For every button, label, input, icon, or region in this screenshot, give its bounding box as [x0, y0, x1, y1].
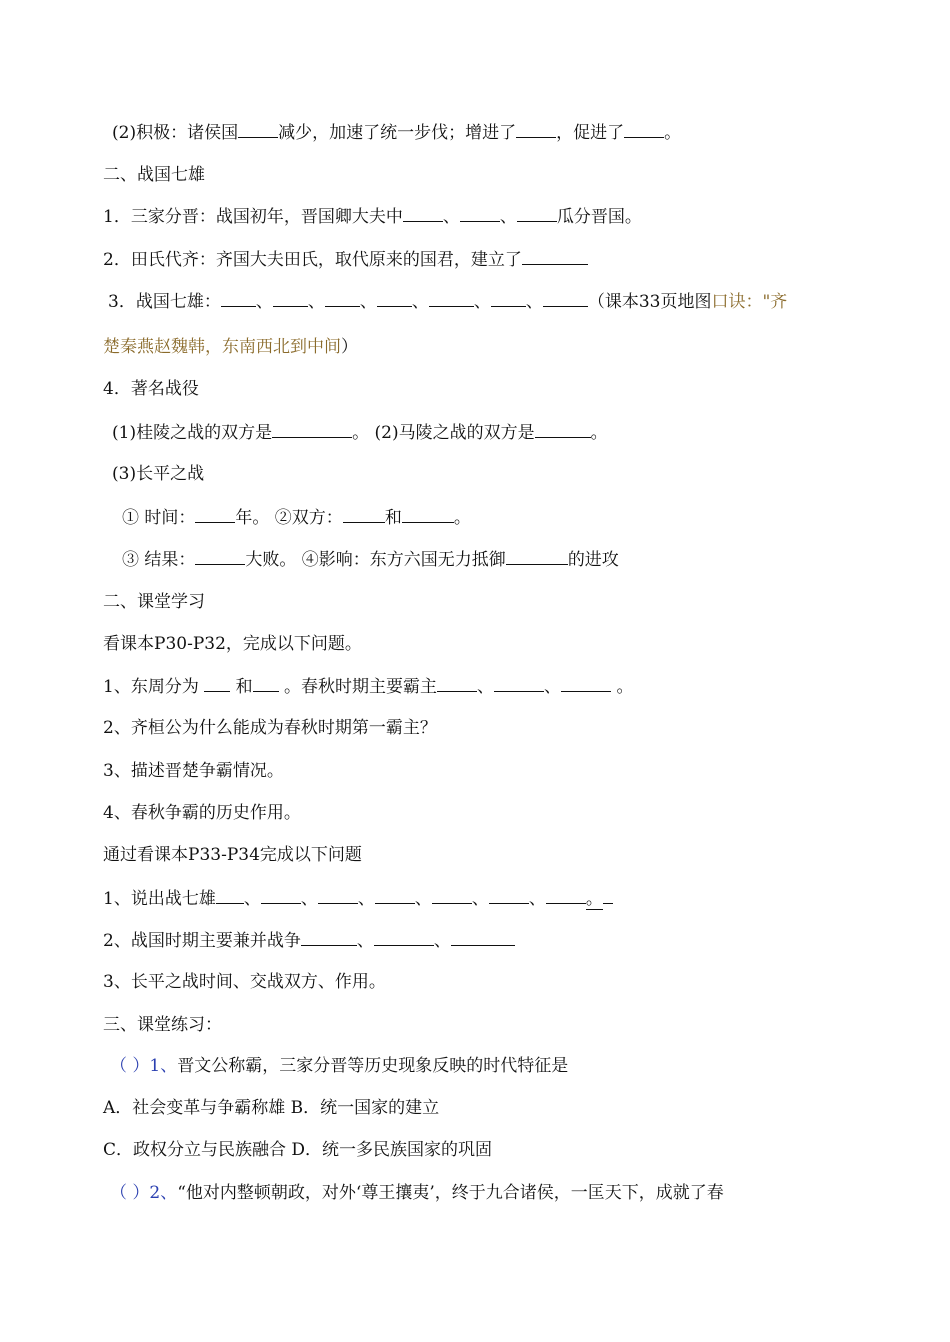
line-wars-question: [103, 929, 515, 952]
text: (1)桂陵之战的双方是: [112, 423, 273, 443]
text: 减少，加速了统一步伐；增进了: [278, 123, 517, 143]
blank: [318, 887, 358, 904]
section-heading: 二、课堂学习: [103, 592, 205, 612]
line-changping-result: [122, 548, 619, 571]
text: 和: [384, 508, 402, 528]
text: 年。 ②双方：: [235, 508, 343, 528]
line-three-families: [103, 205, 642, 228]
section-heading: 二、战国七雄: [103, 165, 205, 185]
text: A: [103, 1098, 116, 1118]
line-positive-effects: [112, 121, 681, 144]
text: 、: [442, 207, 460, 227]
blank: [494, 675, 544, 692]
blank: [301, 929, 357, 946]
blank: [403, 205, 443, 222]
text: 、: [300, 889, 318, 909]
line-tian-qi: [103, 248, 588, 271]
blank: [624, 121, 664, 138]
text: 、: [473, 292, 491, 312]
exercise-2: [110, 1182, 724, 1204]
blank: [216, 887, 244, 904]
question-text: “他对内整顿朝政，对外‘尊王攘夷’，终于九合诸侯，一匡天下，成就了春: [177, 1183, 724, 1203]
text: 和: [230, 677, 253, 697]
blank: [261, 887, 301, 904]
blank: [374, 929, 434, 946]
text: 、: [243, 889, 261, 909]
blank: [437, 675, 477, 692]
text: 、: [255, 292, 273, 312]
line-instruction: 通过看课本P33-P34完成以下问题: [103, 845, 362, 865]
blank: [489, 887, 529, 904]
blank: [377, 290, 412, 307]
blank: [460, 205, 500, 222]
text: ① 时间：: [122, 508, 196, 528]
line-seven-states-question: [103, 887, 613, 910]
text: 。: [585, 889, 603, 909]
text: 。: [590, 423, 608, 443]
text: （课本33页地图: [587, 292, 712, 312]
line-question-4: 4、春秋争霸的历史作用。: [103, 803, 301, 823]
text: 、: [307, 292, 325, 312]
text: 。 (2)马陵之战的双方是: [352, 423, 535, 443]
blank: [429, 290, 474, 307]
blank: [516, 121, 556, 138]
blank: [325, 290, 360, 307]
text: 3．战国七雄：: [108, 292, 221, 312]
section-heading: 三、课堂练习：: [103, 1015, 222, 1035]
blank: [343, 506, 385, 523]
text: 、: [477, 677, 495, 697]
text: 、: [356, 931, 374, 951]
blank: [561, 675, 611, 692]
line-changping-question: 3、长平之战时间、交战双方、作用。: [103, 972, 386, 992]
line-changping-time: [122, 506, 471, 529]
blank: [543, 290, 588, 307]
line-question-2: 2、齐桓公为什么能成为春秋时期第一霸主？: [103, 718, 437, 738]
mnemonic-text: 楚秦燕赵魏: [103, 337, 188, 357]
line-instruction: 看课本P30-P32，完成以下问题。: [103, 634, 362, 654]
text: 楚争霸情况。: [181, 761, 284, 781]
text: ，促进了: [556, 123, 625, 143]
text: 1．三家分晋：战国初年，晋国卿大夫中: [103, 207, 403, 227]
blank: [272, 421, 352, 438]
blank: [535, 421, 591, 438]
blank: [273, 290, 308, 307]
question-number: （ ）1、: [110, 1056, 178, 1076]
text: 、: [525, 292, 543, 312]
text: 2．田氏代齐：齐国大夫田氏，取代原来的国君，建立了: [103, 250, 522, 270]
line-mnemonic: [103, 336, 358, 358]
text: 。: [453, 508, 471, 528]
question-number: （ ）2、: [110, 1183, 178, 1203]
text: 。: [664, 123, 682, 143]
text: 、: [528, 889, 546, 909]
text: 1、东周分为: [103, 677, 205, 697]
text: 、: [544, 677, 562, 697]
text: 大败。 ④影响：东方六国无力抵御: [245, 550, 506, 570]
text: 。: [611, 677, 634, 697]
exercise-1-options-ab: [103, 1097, 439, 1119]
text: 。春秋时期主要霸主: [278, 677, 438, 697]
text: (2)积极：诸侯国: [112, 123, 239, 143]
line-battles-heading: 4．著名战役: [103, 379, 199, 399]
line-guiling-maling: [112, 421, 608, 444]
exercise-1: [110, 1055, 568, 1077]
text: 、: [499, 207, 517, 227]
question-text: 晋文公称霸，三家分晋等历史现象反映的时代特征是: [177, 1056, 569, 1076]
line-question-3: [103, 760, 284, 782]
text: 瓜分晋国。: [556, 207, 642, 227]
text: 、: [359, 292, 377, 312]
text: ．社会变革与争霸称雄 B．统一国家的建立: [115, 1098, 440, 1118]
text: 、: [471, 889, 489, 909]
blank: [253, 675, 279, 692]
mnemonic-text: 韩，东南西北到中间: [188, 337, 341, 357]
line-changping-heading: (3)长平之战: [112, 464, 205, 484]
text: 、: [411, 292, 429, 312]
text: 3、描述晋: [103, 761, 182, 781]
blank: [195, 506, 235, 523]
blank: [238, 121, 278, 138]
blank: [204, 675, 230, 692]
text: 的进攻: [567, 550, 619, 570]
blank: [221, 290, 256, 307]
text: 、: [433, 931, 451, 951]
mnemonic-text: 口诀："齐: [711, 292, 788, 312]
text: 、: [357, 889, 375, 909]
blank: [517, 205, 557, 222]
text: 、: [414, 889, 432, 909]
text: 2、战国时期主要兼并战争: [103, 931, 301, 951]
text: ）: [341, 337, 358, 357]
blank: [522, 248, 588, 265]
text: 1、说出战七雄: [103, 889, 216, 909]
blank: [195, 548, 245, 565]
blank: [506, 548, 568, 565]
line-seven-states: [108, 290, 787, 313]
blank: [451, 929, 515, 946]
blank: [546, 887, 586, 904]
blank: [402, 506, 454, 523]
blank: [375, 887, 415, 904]
blank: [432, 887, 472, 904]
line-question-1: [103, 675, 633, 698]
text: ③ 结果：: [122, 550, 196, 570]
blank: [603, 887, 613, 904]
exercise-1-options-cd: C．政权分立与民族融合 D．统一多民族国家的巩固: [103, 1140, 493, 1160]
blank: [491, 290, 526, 307]
